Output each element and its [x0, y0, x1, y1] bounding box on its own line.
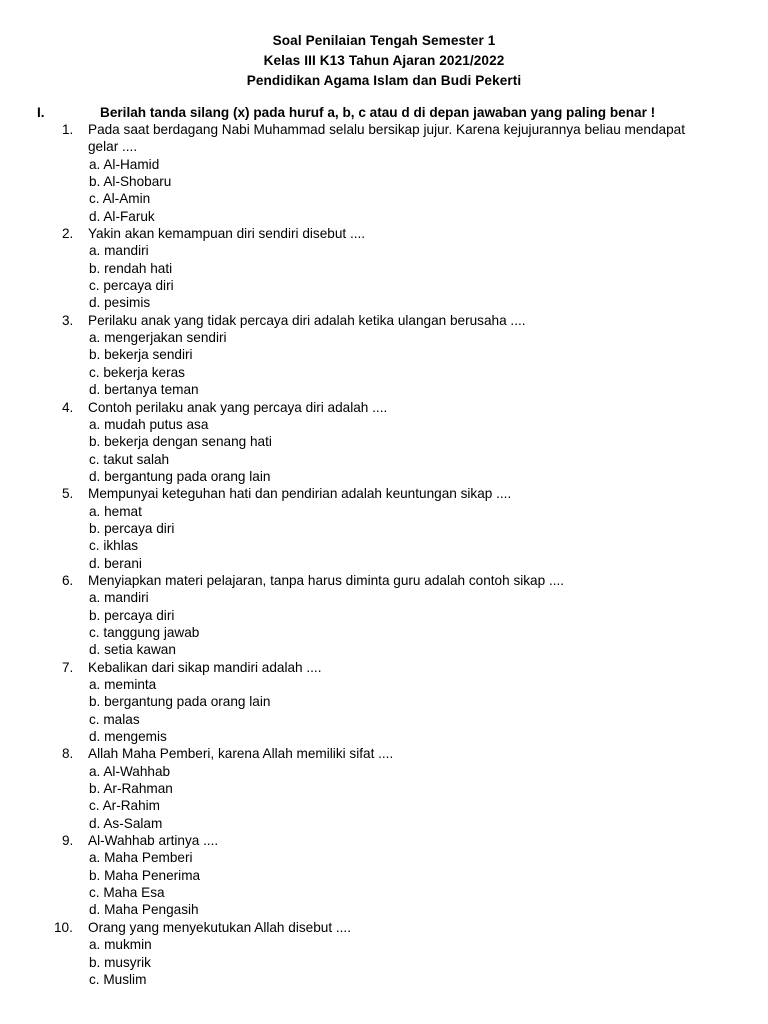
- answer-option: c. malas: [89, 711, 140, 727]
- question-row: [0, 121, 768, 156]
- answer-option: b. percaya diri: [89, 607, 175, 623]
- answer-option: d. setia kawan: [89, 642, 176, 658]
- question-number: 9.: [62, 833, 74, 849]
- answer-option: d. pesimis: [89, 295, 151, 311]
- question-number: 1.: [62, 122, 74, 137]
- question-number: 8.: [62, 746, 74, 762]
- answer-option: a. meminta: [89, 677, 157, 692]
- answer-option: d. berani: [89, 555, 142, 571]
- question-text: Pada saat berdagang Nabi Muhammad selalu bersikap jujur. Karena kejujurannya beliau mendapat gelar ....: [88, 122, 685, 155]
- header-subject: Pendidikan Agama Islam dan Budi Pekerti: [246, 73, 522, 88]
- question-row: [0, 659, 768, 676]
- question-item: [0, 832, 768, 919]
- answer-options: [0, 676, 768, 745]
- header-title: Soal Penilaian Tengah Semester 1: [272, 33, 496, 48]
- question-text: Contoh perilaku anak yang percaya diri adalah ....: [88, 399, 388, 415]
- answer-option: b. musyrik: [89, 954, 151, 970]
- section-heading: [0, 104, 768, 121]
- question-text: Orang yang menyekutukan Allah disebut ....: [88, 919, 351, 935]
- question-item: [0, 225, 768, 312]
- answer-option: d. As-Salam: [89, 815, 163, 831]
- answer-option: c. Muslim: [89, 971, 147, 987]
- question-row: [0, 832, 768, 849]
- answer-option: a. mandiri: [89, 590, 149, 606]
- answer-options: [0, 329, 768, 398]
- answer-options: [0, 936, 768, 988]
- question-item: [0, 745, 768, 832]
- question-list: [0, 121, 768, 988]
- answer-option: c. tanggung jawab: [89, 624, 200, 640]
- answer-option: c. bekerja keras: [89, 364, 185, 380]
- answer-option: a. mengerjakan sendiri: [89, 330, 227, 346]
- answer-option: a. Al-Wahhab: [89, 763, 171, 779]
- question-row: [0, 485, 768, 502]
- section-number: I.: [37, 105, 45, 120]
- answer-options: [0, 156, 768, 225]
- question-item: [0, 121, 768, 225]
- answer-option: a. Al-Hamid: [89, 156, 160, 172]
- answer-option: d. bertanya teman: [89, 382, 199, 398]
- question-item: [0, 919, 768, 988]
- question-number: 2.: [62, 226, 74, 242]
- answer-option: a. hemat: [89, 503, 142, 519]
- question-row: [0, 312, 768, 329]
- answer-option: d. mengemis: [89, 729, 167, 745]
- question-row: [0, 572, 768, 589]
- question-number: 7.: [62, 659, 74, 675]
- question-text: Kebalikan dari sikap mandiri adalah ....: [88, 659, 322, 675]
- answer-option: b. bekerja dengan senang hati: [89, 434, 272, 450]
- answer-option: c. takut salah: [89, 451, 170, 467]
- header-class-year: Kelas III K13 Tahun Ajaran 2021/2022: [263, 53, 505, 68]
- answer-options: [0, 763, 768, 832]
- question-item: [0, 312, 768, 399]
- question-text: Al-Wahhab artinya ....: [88, 833, 219, 849]
- answer-options: [0, 416, 768, 485]
- answer-options: [0, 849, 768, 918]
- answer-option: c. ikhlas: [89, 538, 139, 554]
- answer-option: b. rendah hati: [89, 260, 173, 276]
- question-text: Perilaku anak yang tidak percaya diri adalah ketika ulangan berusaha ....: [88, 312, 526, 328]
- question-number: 4.: [62, 399, 74, 415]
- question-item: [0, 485, 768, 572]
- answer-option: b. percaya diri: [89, 520, 175, 536]
- answer-option: d. Al-Faruk: [89, 208, 155, 224]
- answer-options: [0, 589, 768, 658]
- document-header: [0, 31, 768, 91]
- answer-option: a. mudah putus asa: [89, 416, 209, 432]
- question-item: [0, 399, 768, 486]
- question-item: [0, 572, 768, 659]
- question-text: Yakin akan kemampuan diri sendiri disebut ....: [88, 226, 366, 242]
- answer-option: d. Maha Pengasih: [89, 902, 199, 918]
- answer-options: [0, 242, 768, 311]
- answer-option: b. bekerja sendiri: [89, 347, 193, 363]
- question-row: [0, 399, 768, 416]
- answer-option: b. Al-Shobaru: [89, 174, 172, 190]
- answer-options: [0, 503, 768, 572]
- question-row: [0, 919, 768, 936]
- section-instruction: Berilah tanda silang (x) pada huruf a, b, c atau d di depan jawaban yang paling benar !: [100, 105, 656, 120]
- answer-option: a. mukmin: [89, 937, 152, 953]
- answer-option: a. mandiri: [89, 243, 149, 259]
- answer-option: a. Maha Pemberi: [89, 850, 193, 866]
- answer-option: c. percaya diri: [89, 278, 174, 294]
- question-row: [0, 745, 768, 762]
- answer-option: b. Maha Penerima: [89, 867, 201, 883]
- answer-option: b. bergantung pada orang lain: [89, 694, 271, 710]
- section-multiple-choice: [0, 104, 768, 988]
- question-number: 6.: [62, 572, 74, 588]
- question-row: [0, 225, 768, 242]
- answer-option: c. Maha Esa: [89, 885, 165, 901]
- question-number: 3.: [62, 312, 74, 328]
- answer-option: d. bergantung pada orang lain: [89, 468, 271, 484]
- question-text: Menyiapkan materi pelajaran, tanpa harus diminta guru adalah contoh sikap ....: [88, 572, 565, 588]
- question-text: Mempunyai keteguhan hati dan pendirian adalah keuntungan sikap ....: [88, 486, 512, 502]
- answer-option: c. Al-Amin: [89, 191, 151, 207]
- question-item: [0, 659, 768, 746]
- answer-option: c. Ar-Rahim: [89, 798, 161, 814]
- question-number: 10.: [54, 919, 73, 935]
- question-text: Allah Maha Pemberi, karena Allah memiliki sifat ....: [88, 746, 394, 762]
- answer-option: b. Ar-Rahman: [89, 781, 173, 797]
- question-number: 5.: [62, 486, 74, 502]
